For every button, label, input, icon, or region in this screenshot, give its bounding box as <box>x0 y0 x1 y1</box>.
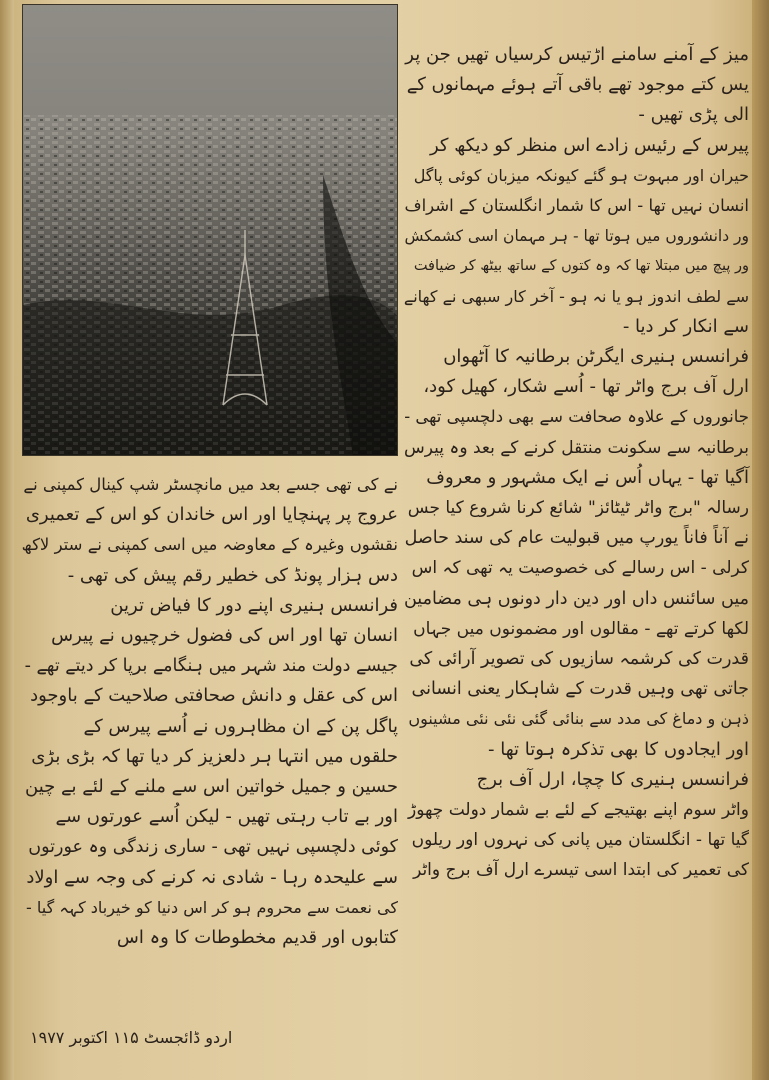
text-line: انسان نہیں تھا - اس کا شمار انگلستان کے اشراف <box>404 196 749 216</box>
right-text-column <box>404 40 749 886</box>
text-line: آگیا تھا - یہاں اُس نے ایک مشہور و معروف <box>426 466 749 488</box>
text-line: واٹر سوم اپنے بھتیجے کے لئے بے شمار دولت چھوڑ <box>407 800 749 821</box>
text-line: جاتی تھی وہیں قدرت کے شاہکار یعنی انسانی <box>411 679 749 700</box>
text-line: پاگل پن کے ان مظاہروں نے اُسے پیرس کے <box>83 715 398 737</box>
text-line: فرانسس ہنیری کا چچا، ارل آف برج <box>476 768 749 790</box>
text-line: اور بے تاب رہتی تھیں - لیکن اُسے عورتوں سے <box>55 806 398 828</box>
text-line: اس کی عقل و دانش صحافتی صلاحیت کے باوجود <box>30 685 398 707</box>
text-line: سے انکار کر دیا - <box>622 315 749 337</box>
page-footer: اردو ڈائجسٹ ۱۱۵ اکتوبر ۱۹۷۷ <box>30 1028 233 1047</box>
paris-aerial-illustration <box>23 5 398 456</box>
page-fold <box>752 0 769 1080</box>
text-line: سے لطف اندوز ہو یا نہ ہو - آخر کار سبھی نے کھانے <box>403 286 749 306</box>
text-line: رسالہ "برج واٹر ٹیٹائز" شائع کرنا شروع کیا جس <box>407 498 749 519</box>
text-line: ارل آف برج واٹر تھا - اُسے شکار، کھیل کود، <box>423 376 749 398</box>
text-line: اور ایجادوں کا بھی تذکرہ ہوتا تھا - <box>488 738 749 760</box>
text-line: نے آناً فاناً یورپ میں قبولیت عام کی سند حاصل <box>404 528 749 549</box>
text-line: حسین و جمیل خواتین اس سے ملنے کے لئے بے چین <box>25 776 398 798</box>
text-line: کوئی دلچسپی نہیں تھی - ساری زندگی وہ عورتوں <box>28 837 398 858</box>
text-line: دس ہزار پونڈ کی خطیر رقم پیش کی تھی - <box>67 564 398 586</box>
text-line: کی نعمت سے محروم ہو کر اس دنیا کو خیرباد کہہ گیا - <box>26 897 398 917</box>
text-line: انسان تھا اور اس کی فضول خرچیوں نے پیرس <box>51 625 398 647</box>
text-line: ذہن و دماغ کی مدد سے بنائی گئی نئی نئی مشینوں <box>408 709 749 729</box>
text-line: کتابوں اور قدیم مخطوطات کا وہ اس <box>116 927 398 949</box>
text-line: لکھا کرتے تھے - مقالوں اور مضمونوں میں جہاں <box>413 618 749 639</box>
text-line: پیرس کے رئیس زادے اس منظر کو دیکھ کر <box>429 134 749 156</box>
text-line: جیسے دولت مند شہر میں ہنگامے برپا کر دیتے تھے - <box>24 656 398 677</box>
text-line: فرانسس ہنیری ایگرٹن برطانیہ کا آٹھواں <box>443 346 749 368</box>
text-line: ور پیچ میں مبتلا تھا کہ وہ کتوں کے ساتھ بیٹھ کر ضیافت <box>413 258 749 275</box>
text-line: الی پڑی تھیں - <box>638 104 749 126</box>
text-line: کرلی - اس رسالے کی خصوصیت یہ تھی کہ اس <box>411 558 749 579</box>
paris-aerial-photo <box>22 4 398 456</box>
text-line: میز کے آمنے سامنے اڑتیس کرسیاں تھیں جن پر <box>405 44 749 65</box>
text-line: یس کتے موجود تھے باقی آتے ہوئے مہمانوں کے <box>406 74 749 96</box>
text-line: سے علیحدہ رہا - شادی نہ کرنے کی وجہ سے اولاد <box>26 866 398 888</box>
text-line: ور دانشوروں میں ہوتا تھا - ہر مہمان اسی کشمکش <box>404 227 749 246</box>
text-line: فرانسس ہنیری اپنے دور کا فیاض ترین <box>110 594 398 616</box>
text-line: نے کی تھی جسے بعد میں مانچسٹر شپ کینال کمپنی نے <box>23 475 398 494</box>
text-line: کی تعمیر کی ابتدا اسی تیسرے ارل آف برج واٹر <box>413 860 749 881</box>
page-edge-left <box>0 0 14 1080</box>
text-line: جانوروں کے علاوہ صحافت سے بھی دلچسپی تھی - <box>404 407 749 427</box>
left-text-column <box>22 470 398 953</box>
text-line: قدرت کی کرشمہ سازیوں کی تصویر آرائی کی <box>409 649 749 670</box>
text-line: گیا تھا - انگلستان میں پانی کی نہروں اور ریلوں <box>411 830 749 851</box>
text-line: نقشوں وغیرہ کے معاوضہ میں اسی کمپنی نے ستر لاکھ <box>21 535 398 555</box>
text-line: حلقوں میں انتہا ہر دلعزیز کر دیا تھا کہ بڑی بڑی <box>31 745 398 767</box>
text-line: حیران اور مبہوت ہو گئے کیونکہ میزبان کوئی پاگل <box>413 165 749 185</box>
text-line: میں سائنس داں اور دین دار دونوں ہی مضامین <box>403 588 749 609</box>
text-line: عروج پر پہنچایا اور اس خاندان کو اس کے تعمیری <box>25 504 398 526</box>
text-line: برطانیہ سے سکونت منتقل کرنے کے بعد وہ پیرس <box>404 437 749 458</box>
